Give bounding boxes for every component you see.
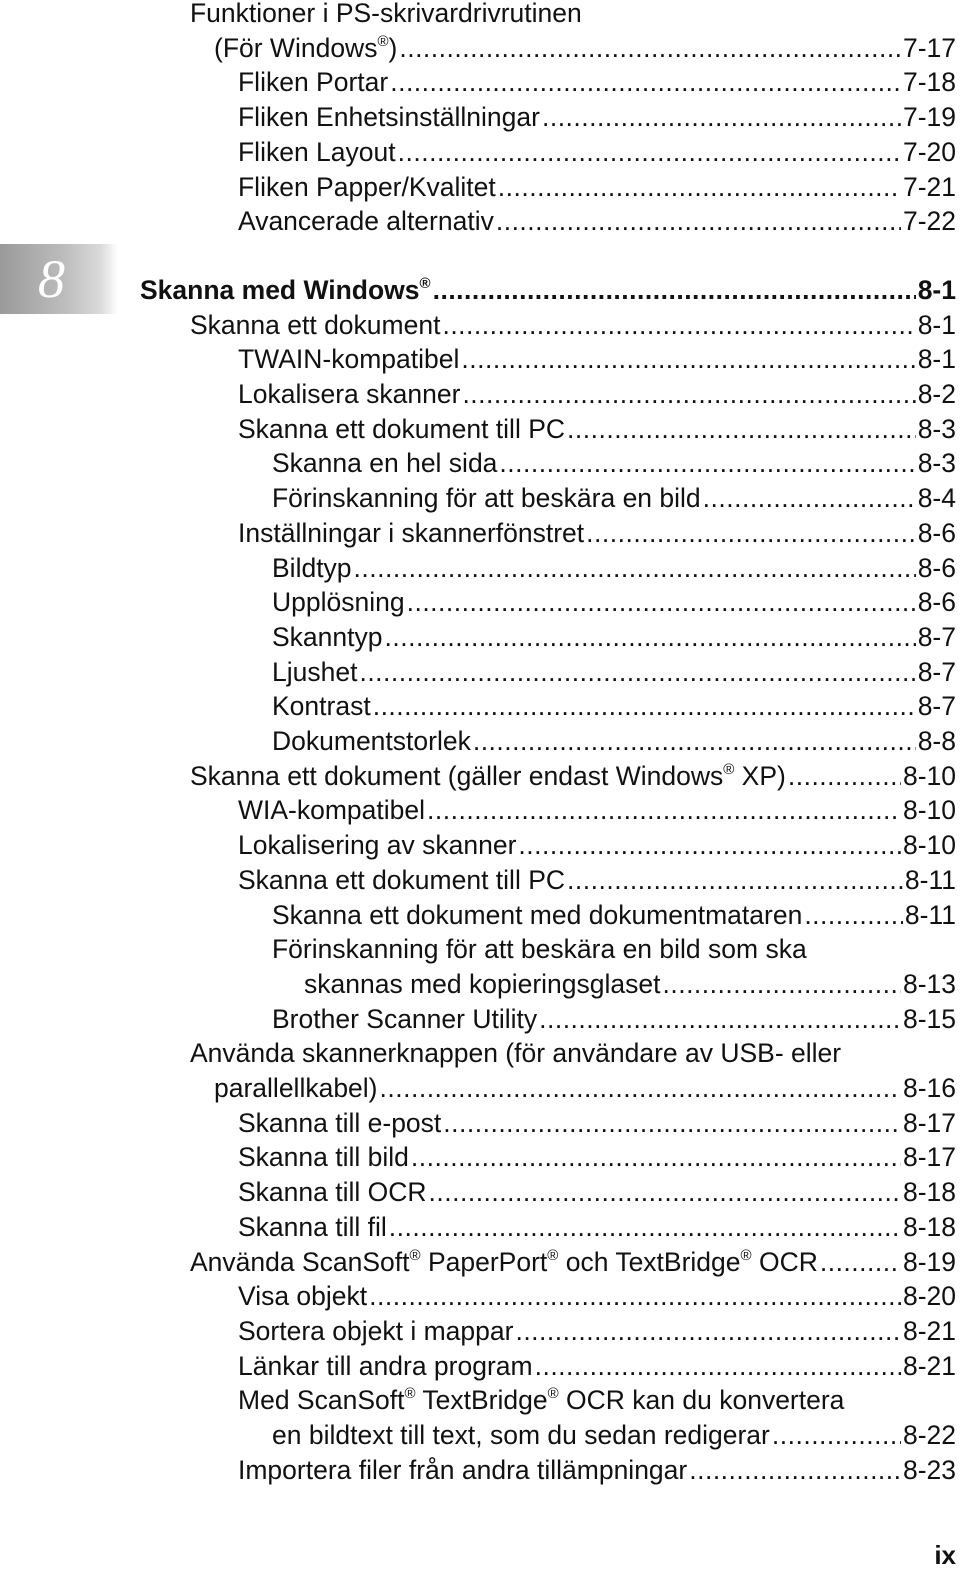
registered-mark: ® [723,760,735,778]
toc-entry[interactable] [272,932,956,966]
toc-entry[interactable] [272,1418,956,1452]
toc-entry-title: Skanna till bild [238,1142,409,1173]
toc-page-number: 8-6 [917,552,956,583]
toc-entry-title: Skanntyp [272,621,383,652]
toc-entry[interactable] [272,481,956,515]
dot-leader [496,204,901,238]
dot-leader [390,65,901,99]
toc-entry[interactable] [190,1245,956,1279]
toc-page-number: 7-22 [902,206,956,237]
toc-entry[interactable] [190,759,956,793]
registered-mark: ® [404,1385,416,1403]
toc-entry-title: Skanna en hel sida [272,448,498,479]
dot-leader [411,1140,901,1174]
toc-entry-title: Skanna med Windows® [140,274,431,305]
toc-entry-title: Skanna till e-post [238,1107,442,1138]
dot-leader [354,551,916,585]
toc-entry-title: Skanna till OCR [238,1177,427,1208]
toc-page-number: 8-13 [902,968,956,999]
toc-page-number: 8-11 [904,899,956,930]
toc-page-number: 7-20 [902,136,956,167]
dot-leader [398,135,901,169]
toc-page-number: 8-18 [902,1211,956,1242]
toc-entry-title: Skanna ett dokument med dokumentmataren [272,899,803,930]
dot-leader [407,585,916,619]
toc-entry[interactable] [238,65,956,99]
toc-page-number: 8-3 [917,448,956,479]
chapter-number: 8 [38,249,65,309]
dot-leader [443,1106,901,1140]
registered-mark: ® [740,1246,752,1264]
dot-leader [820,1245,901,1279]
toc-entry-title: Använda skannerknappen (för användare av USB- eller [190,1038,842,1069]
toc-entry[interactable] [238,342,956,376]
toc-entry[interactable] [272,898,956,932]
toc-entry[interactable] [238,516,956,550]
toc-entry[interactable] [304,967,956,1001]
toc-entry-title: Skanna ett dokument till PC [238,413,566,444]
toc-page-number: 8-17 [902,1142,956,1173]
toc-entry-title: Fliken Papper/Kvalitet [238,171,496,202]
dot-leader [462,377,915,411]
toc-entry[interactable] [272,689,956,723]
dot-leader [399,31,901,65]
toc-entry[interactable] [238,100,956,134]
toc-page-number: 8-3 [917,413,956,444]
toc-entry[interactable] [238,863,956,897]
toc-entry-title: Fliken Portar [238,67,389,98]
toc-entry[interactable] [238,1314,956,1348]
toc-page-number: 8-15 [902,1003,956,1034]
toc-page-number: 8-19 [902,1246,956,1277]
dot-leader [586,516,916,550]
toc-page-number: 8-20 [902,1281,956,1312]
toc-page-number: 8-6 [917,517,956,548]
toc-entry[interactable] [238,204,956,238]
toc-entry[interactable] [214,1071,956,1105]
dot-leader [429,1175,901,1209]
dot-leader [433,273,916,307]
toc-entry-title: Upplösning [272,587,405,618]
dot-leader [804,898,903,932]
toc-page-number: 7-19 [902,102,956,133]
toc-page-number: 8-21 [902,1350,956,1381]
toc-entry[interactable] [238,1279,956,1313]
toc-entry[interactable] [238,1175,956,1209]
toc-entry[interactable] [272,446,956,480]
dot-leader [427,793,901,827]
toc-entry[interactable] [238,135,956,169]
toc-entry-title: Lokalisera skanner [238,379,461,409]
dot-leader [539,1002,901,1036]
dot-leader [567,412,916,446]
toc-entry-title: Länkar till andra program [238,1350,533,1381]
toc-entry[interactable] [238,1140,956,1174]
toc-entry-title: (För Windows®) [214,32,398,63]
toc-page-number: 8-17 [902,1107,956,1138]
dot-leader [689,1453,901,1487]
toc-entry[interactable] [190,1036,956,1070]
registered-mark: ® [547,1385,559,1403]
toc-entry[interactable] [272,1002,956,1036]
dot-leader [499,446,915,480]
dot-leader [373,689,916,723]
registered-mark: ® [409,1246,421,1264]
toc-entry-title: Avancerade alternativ [238,206,494,237]
dot-leader [442,308,915,342]
toc-entry[interactable] [190,308,956,342]
toc-page-number: 8-1 [917,274,956,305]
toc-page-number: 8-1 [917,309,956,340]
toc-entry-title: WIA-kompatibel [238,795,426,826]
toc-entry-title: Skanna ett dokument (gäller endast Windows® XP) [190,760,786,791]
toc-entry-title: Dokumentstorlek [272,726,471,756]
toc-entry-title: Ljushet [272,656,358,687]
dot-leader [535,1349,901,1383]
toc-page-number: 8-22 [902,1420,956,1450]
toc-page-number: 8-18 [902,1177,956,1208]
dot-leader [359,655,915,689]
toc-entry[interactable] [238,1453,956,1487]
toc-entry-title: Fliken Enhetsinställningar [238,102,540,133]
dot-leader [498,170,901,204]
toc-entry[interactable] [272,655,956,689]
toc-entry[interactable] [272,724,956,758]
toc-page-number: 8-8 [917,726,956,756]
dot-leader [461,342,915,376]
dot-leader [473,724,916,758]
toc-page-number: 8-11 [904,864,956,895]
toc-entry[interactable] [214,31,956,65]
registered-mark: ® [377,32,389,50]
toc-page-number: 8-6 [917,587,956,618]
registered-mark: ® [547,1246,559,1264]
toc-chapter-entry[interactable] [140,273,956,307]
toc-entry[interactable] [238,1349,956,1383]
dot-leader [515,1314,901,1348]
dot-leader [518,828,901,862]
toc-entry-title: Sortera objekt i mappar [238,1315,514,1346]
dot-leader [542,100,901,134]
toc-page-number: 8-10 [902,795,956,826]
toc-page-number: 8-1 [917,344,956,375]
toc-page-number: 8-7 [917,656,956,687]
toc-entry[interactable] [238,1106,956,1140]
toc-entry-title: Funktioner i PS-skrivardrivrutinen [190,0,582,28]
toc-entry-title: Inställningar i skannerfönstret [238,517,585,548]
toc-entry-title: Använda ScanSoft® PaperPort® och TextBridge® OCR [190,1246,818,1277]
toc-page-number: 8-16 [902,1073,956,1103]
toc-page-number: 8-23 [902,1454,956,1485]
toc-entry-title: Med ScanSoft® TextBridge® OCR kan du konvertera [238,1385,845,1416]
toc-entry[interactable] [272,551,956,585]
toc-page-number: 8-10 [902,760,956,791]
dot-leader [369,1279,901,1313]
toc-entry[interactable] [238,170,956,204]
toc-entry-title: Skanna till fil [238,1211,387,1242]
toc-entry[interactable] [238,377,956,411]
dot-leader [389,1210,901,1244]
toc-entry-title: Visa objekt [238,1281,368,1312]
toc-page-number: 8-21 [902,1315,956,1346]
toc-entry-title: Lokalisering av skanner [238,830,517,861]
toc-entry-title: Skanna ett dokument till PC [238,864,566,895]
dot-leader [380,1071,901,1105]
toc-page-number: 7-17 [902,32,956,63]
toc-entry-title: Bildtyp [272,552,352,583]
toc-entry-title: skannas med kopieringsglaset [304,968,661,999]
dot-leader [385,620,916,654]
dot-leader [788,759,901,793]
dot-leader [703,481,916,515]
dot-leader [662,967,900,1001]
registered-mark: ® [419,274,431,292]
toc-entry[interactable] [238,793,956,827]
toc-entry[interactable] [272,585,956,619]
toc-entry-title: Skanna ett dokument [190,309,441,340]
toc-entry-title: Förinskanning för att beskära en bild som ska [272,934,807,965]
toc-page-number: 8-2 [917,379,956,409]
toc-entry-title: parallellkabel) [214,1073,378,1103]
page-number: ix [934,1540,956,1570]
toc-page-number: 7-18 [902,67,956,98]
toc-page-number: 8-4 [917,483,956,514]
toc-entry[interactable] [272,620,956,654]
toc-entry-title: Importera filer från andra tillämpningar [238,1454,688,1485]
toc-page-number: 7-21 [902,171,956,202]
toc-entry[interactable] [190,0,956,30]
dot-leader [772,1418,901,1452]
toc-entry[interactable] [238,412,956,446]
dot-leader [567,863,903,897]
toc-page-number: 8-7 [917,621,956,652]
toc-entry-title: TWAIN-kompatibel [238,344,460,375]
toc-entry[interactable] [238,1383,956,1417]
toc-entry-title: Kontrast [272,691,371,722]
toc-page-number: 8-10 [902,830,956,861]
toc-entry-title: en bildtext till text, som du sedan redigerar [272,1420,770,1450]
toc-page-number: 8-7 [917,691,956,722]
toc-entry[interactable] [238,1210,956,1244]
toc-entry-title: Fliken Layout [238,136,396,167]
toc-entry-title: Brother Scanner Utility [272,1003,538,1034]
toc-entry[interactable] [238,828,956,862]
toc-entry-title: Förinskanning för att beskära en bild [272,483,701,514]
